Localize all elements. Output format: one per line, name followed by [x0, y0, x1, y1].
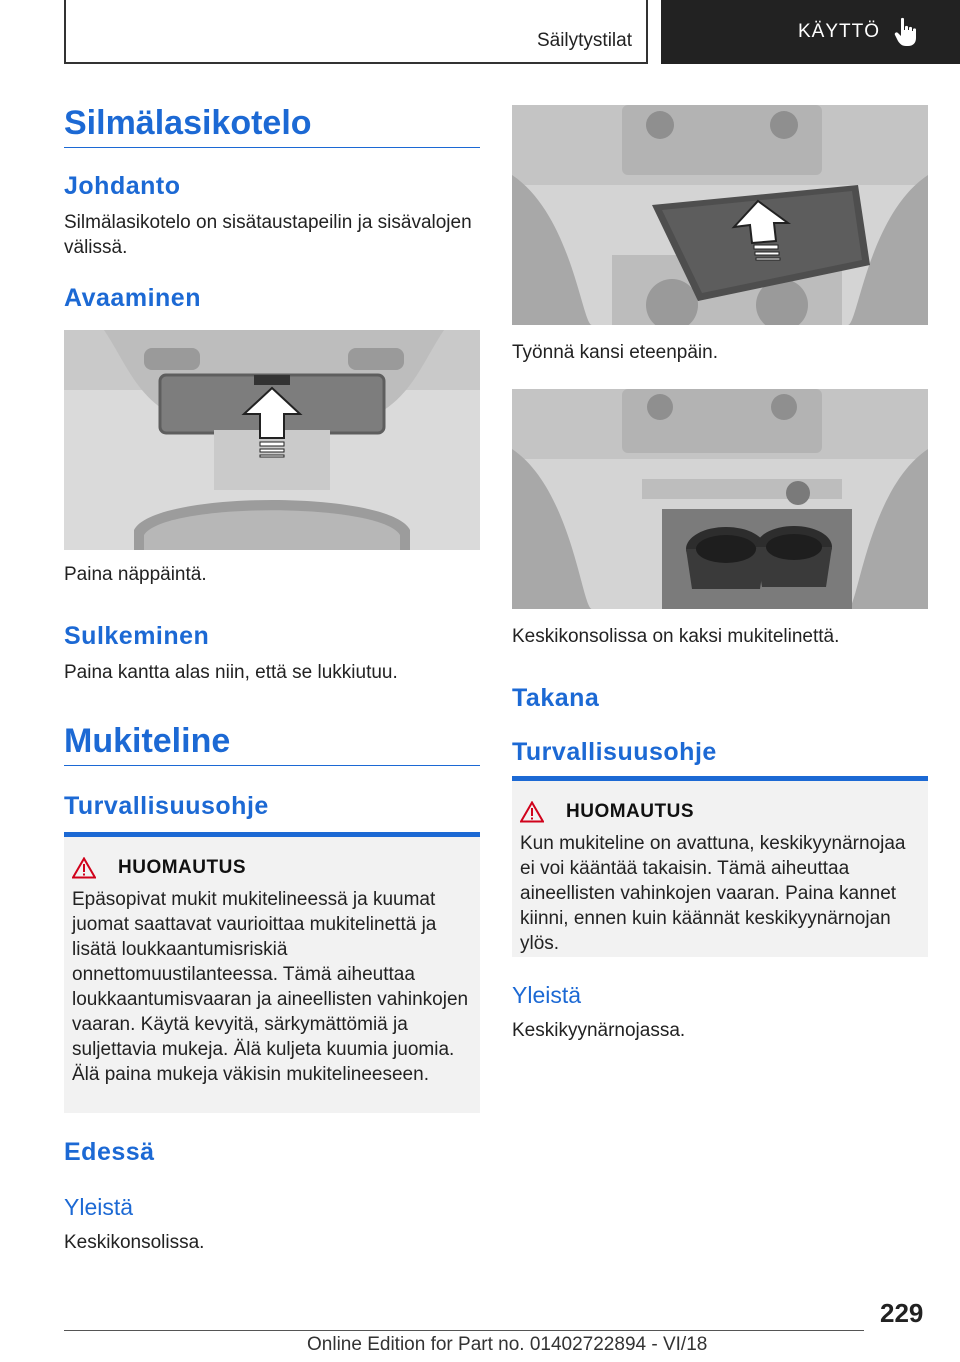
caption-avaaminen: Paina näppäintä. — [64, 564, 207, 585]
heading-yleista-front: Yleistä — [64, 1194, 134, 1220]
caption-two-cup-holders: Keskikonsolissa on kaksi mukitelinettä. — [512, 626, 840, 647]
heading-sulkeminen: Sulkeminen — [64, 622, 210, 650]
heading-turvallisuusohje-right: Turvallisuusohje — [512, 738, 717, 766]
warning-box-right — [512, 776, 928, 957]
warning-title: HUOMAUTUS — [118, 857, 246, 878]
heading-takana: Takana — [512, 684, 600, 712]
heading-johdanto: Johdanto — [64, 172, 181, 200]
page-number: 229 — [880, 1298, 924, 1328]
header-chapter-title: KÄYTTÖ — [797, 21, 880, 42]
caption-push-lid: Työnnä kansi eteenpäin. — [512, 342, 718, 363]
warning-box-left — [64, 832, 480, 1113]
section-title-mukiteline: Mukiteline — [64, 722, 231, 760]
heading-avaaminen: Avaaminen — [64, 284, 201, 312]
warning-title: HUOMAUTUS — [566, 801, 694, 822]
paragraph-johdanto: Silmälasikotelo on sisätaustapeilin ja sisävalojen välissä. — [64, 212, 472, 258]
warning-triangle-icon — [520, 801, 544, 823]
paragraph-sulkeminen: Paina kantta alas niin, että se lukkiutuu. — [64, 662, 398, 683]
heading-turvallisuusohje: Turvallisuusohje — [64, 792, 269, 820]
photo-console-lid — [512, 105, 928, 325]
footer-edition: Online Edition for Part no. 01402722894 - VI/18 — [307, 1334, 708, 1355]
photo-glasses-case — [64, 330, 480, 550]
warning-text: Epäsopivat mukit mukitelineessä ja kuumat juomat saattavat vaurioittaa mukitelinettä ja lisätä loukkaantumisriskiä onnettomuustilanteessa. Tämä aiheuttaa loukkaantumisvaaran ja aineellisten vahinkojen vaaran. Käytä kevyitä, särkymättömiä ja suljettavia mukeja. Älä kuljeta kuumia juomia. Älä paina mukeja väkisin mukitelineeseen. — [72, 889, 469, 1085]
section-title-silmalasikotelo: Silmälasikotelo — [64, 104, 312, 142]
heading-edessa: Edessä — [64, 1138, 155, 1166]
photo-cup-holders — [512, 389, 928, 609]
header-chapter-box — [661, 0, 960, 64]
heading-yleista-rear: Yleistä — [512, 982, 582, 1008]
title-rule-2 — [64, 765, 480, 766]
title-rule — [64, 147, 480, 148]
warning-triangle-icon — [72, 857, 96, 879]
footer-rule — [64, 1330, 864, 1331]
warning-text: Kun mukiteline on avattuna, keskikyynärnojaa ei voi kääntää takaisin. Tämä aiheuttaa aineellisten vahinkojen vaaran. Paina kannet kiinni, ennen kuin käännät keskikyynärnojan ylös. — [520, 833, 906, 954]
header-section-box — [64, 0, 648, 64]
hand-pointer-icon — [894, 17, 920, 47]
header-section-title: Säilytystilat — [536, 30, 632, 51]
paragraph-yleista-front: Keskikonsolissa. — [64, 1232, 205, 1253]
paragraph-yleista-rear: Keskikyynärnojassa. — [512, 1020, 686, 1041]
